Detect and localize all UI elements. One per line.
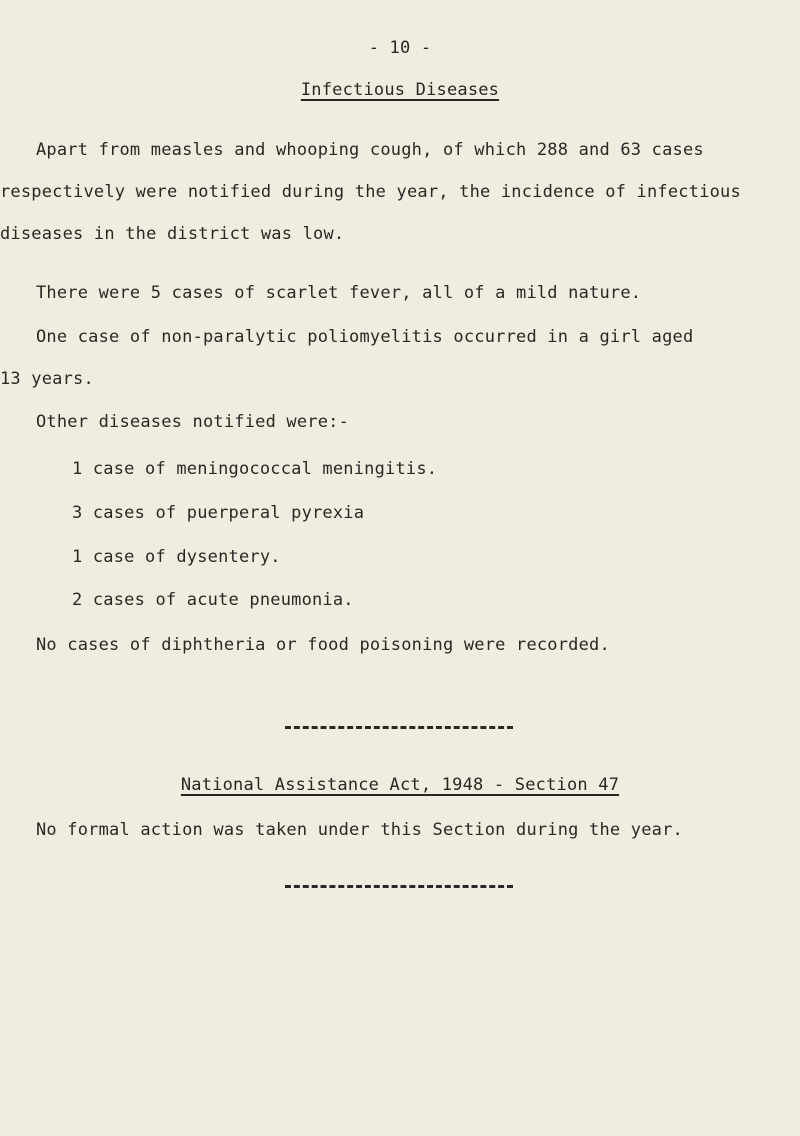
paragraph-measles-line-1: Apart from measles and whooping cough, of which 288 and 63 cases: [36, 140, 704, 160]
list-item: 3 cases of puerperal pyrexia: [72, 503, 365, 523]
page-number: - 10 -: [368, 38, 432, 58]
closing-statement: No cases of diphtheria or food poisoning were recorded.: [36, 635, 610, 655]
section-divider: [285, 726, 513, 729]
paragraph-scarlet-fever: There were 5 cases of scarlet fever, all of a mild nature.: [36, 283, 642, 303]
section-divider: [285, 885, 513, 888]
list-item: 1 case of meningococcal meningitis.: [72, 459, 438, 479]
other-diseases-intro: Other diseases notified were:-: [36, 412, 350, 432]
section-title-infectious-diseases: Infectious Diseases: [300, 80, 500, 100]
list-item: 2 cases of acute pneumonia.: [72, 590, 354, 610]
paragraph-poliomyelitis-line-2: 13 years.: [0, 369, 94, 389]
list-item: 1 case of dysentery.: [72, 547, 281, 567]
section-title-national-assistance-act: National Assistance Act, 1948 - Section 47: [180, 775, 620, 795]
section-47-statement: No formal action was taken under this Section during the year.: [36, 820, 683, 840]
paragraph-measles-line-2: respectively were notified during the year, the incidence of infectious: [0, 182, 741, 202]
paragraph-poliomyelitis-line-1: One case of non-paralytic poliomyelitis occurred in a girl aged: [36, 327, 694, 347]
paragraph-measles-line-3: diseases in the district was low.: [0, 224, 345, 244]
